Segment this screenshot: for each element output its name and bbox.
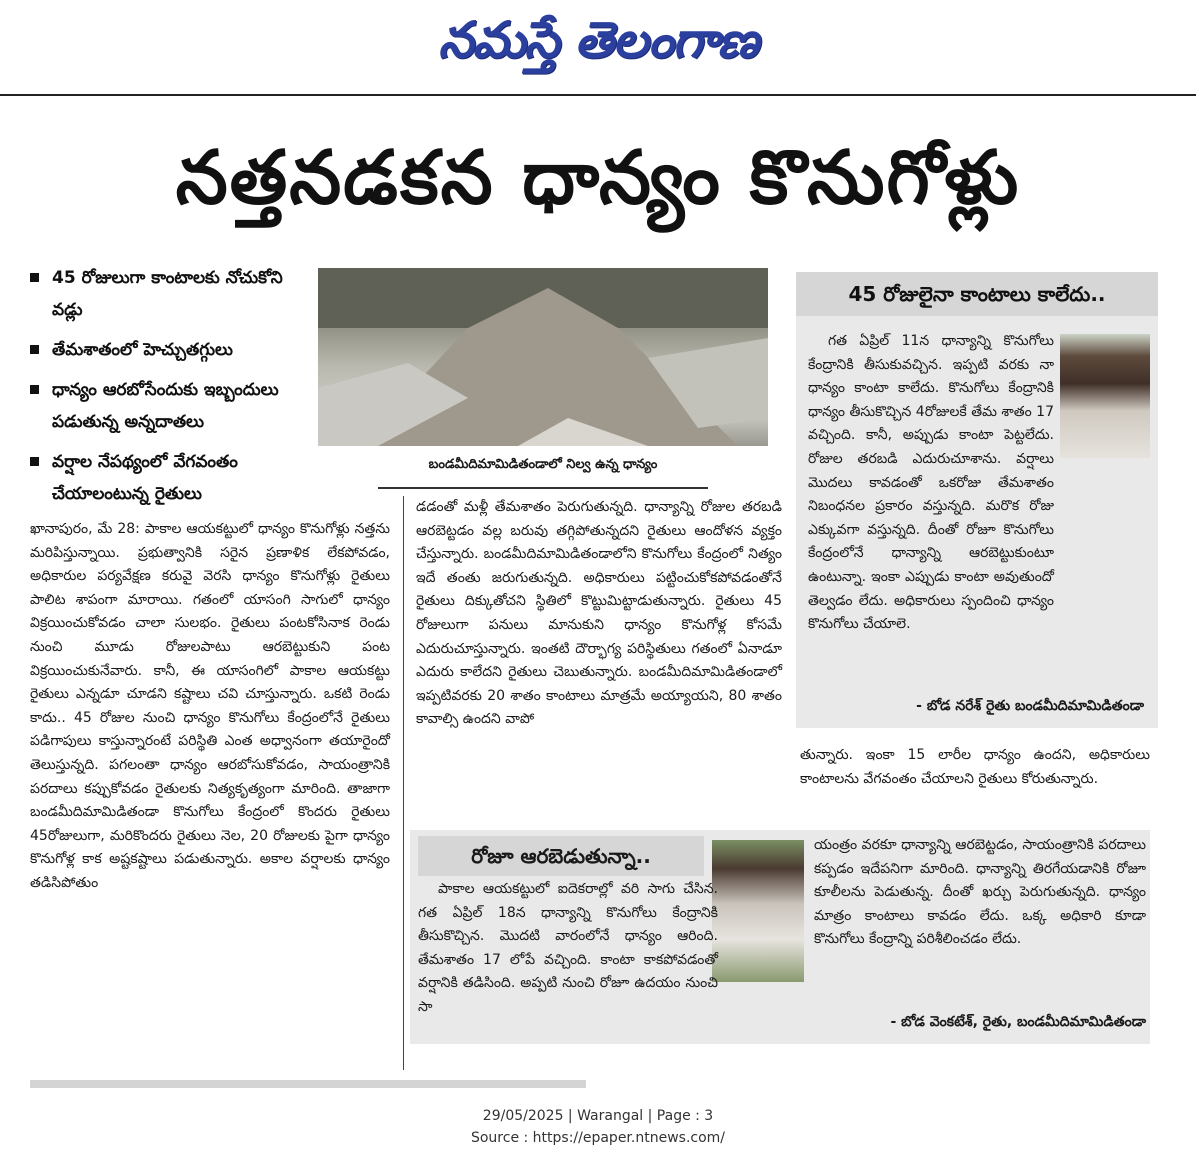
- bullet-square-icon: [30, 273, 39, 282]
- bullet-square-icon: [30, 385, 39, 394]
- footer-date-edition: 29/05/2025 | Warangal | Page : 3: [482, 1108, 714, 1124]
- sidebar-signature-1: - బోడ నరేశ్ రైతు బండమీదిమామిడితండా: [916, 698, 1144, 714]
- highlight-item: 45 రోజులుగా కాంటాలకు నోచుకోని వడ్లు: [28, 262, 300, 326]
- highlight-item: ధాన్యం ఆరబోసేందుకు ఇబ్బందులు పడుతున్న అన్నదాతలు: [28, 374, 300, 438]
- article-column-2: డడంతో మళ్లీ తేమశాతం పెరుగుతున్నది. ధాన్యాన్ని రోజుల తరబడి ఆరబెట్టడం వల్ల బరువు తగ్గిపోతున్నదని రైతులు ఆందోళన వ్యక్తం చేస్తున్నారు. బండమీదిమామిడితండాలోని కొనుగోలు కేంద్రంలో నిత్యం ఇదే తంతు జరుగుతున్నది. అధికారులు పట్టించుకోకపోవడంతోనే రైతులు దిక్కుతోచని స్థితిలో కొట్టుమిట్టాడుతున్నారు. రైతులు 45 రోజులుగా పనులు మానుకుని ధాన్యం కొనుగోళ్ల కోసమే ఎదురుచూస్తున్నారు. ఇంతటి దౌర్భాగ్య పరిస్థితులు గతంలో ఏనాడూ ఎదురు కాలేదని రైతులు చెబుతున్నారు. బండమీదిమామిడితండాలో ఇప్పటివరకు 20 శాతం కాంటాలు మాత్రమే అయ్యాయని, 80 శాతం కావాల్సి ఉందని వాపో: [416, 499, 782, 728]
- highlights-list: [28, 262, 300, 518]
- bullet-square-icon: [30, 345, 39, 354]
- article-column-1: ఖానాపురం, మే 28: పాకాల ఆయకట్టులో ధాన్యం కొనుగోళ్లు నత్తను మరిపిస్తున్నాయి. ప్రభుత్వానికి సరైన ప్రణాళిక లేకపోవడం, అధికారుల పర్యవేక్షణ కరువై వెరసి ధాన్యం కొనుగోళ్లు రైతులు పాలిట శాపంగా మారాయి. గతంలో యాసంగి సాగులో ధాన్యం విక్రయించుకోవడం చాలా సులభం. రైతులు పంటకోసినాక రెండు నుంచి మూడు రోజులపాటు ఆరబెట్టుకుని పంట విక్రయించుకునేవారు. కానీ, ఈ యాసంగిలో పాకాల ఆయకట్టు రైతులు ఎన్నడూ చూడని కష్టాలు చవి చూస్తున్నారు. ఒకటి రెండు కాదు.. 45 రోజుల నుంచి ధాన్యం కొనుగోలు కేంద్రంలోనే రైతులు పడిగాపులు కాస్తున్నారంటే పరిస్థితి ఎంత అధ్వానంగా తయారైందో తెలుస్తున్నది. పగలంతా ధాన్యం ఆరబోసుకోవడం, సాయంత్రానికి పరదాలు కప్పుకోవడం రైతులకు నిత్యకృత్యంగా మారింది. తాజాగా బండమీదిమామిడితండా కొనుగోలు కేంద్రంలో కొందరు రైతులు 45రోజులుగా, మరికొందరు రైతులు నెల, 20 రోజులకు పైగా ధాన్యం కొనుగోళ్ల కాక అష్టకష్టాలు పడుతున్నారు. అకాల వర్షాలకు ధాన్యం తడిసిపోతుం: [30, 521, 390, 891]
- sidebar-quote-text-2b: యంత్రం వరకూ ధాన్యాన్ని ఆరబెట్టడం, సాయంత్రానికి పరదాలు కప్పడం ఇదేపనిగా మారింది. ధాన్యాన్ని తిరగేయడానికి రోజూ కూలీలను పెడుతున్న. దీంతో ఖర్చు పెరుగుతున్నది. ధాన్యం మాత్రం కాంటాలు కావడం లేదు. ఒక్క అధికారి కూడా కొనుగోలు కేంద్రాన్ని పరిశీలించడం లేదు.: [814, 837, 1146, 948]
- bottom-grey-strip: [30, 1080, 586, 1088]
- grain-heap-photo: [318, 268, 768, 446]
- caption-rule: [378, 487, 708, 489]
- sidebar-quote-text-1: గత ఏప్రిల్ 11న ధాన్యాన్ని కొనుగోలు కేంద్రానికి తీసుకువచ్చిన. ఇప్పటి వరకు నా ధాన్యం కాంటా కాలేదు. కొనుగోలు కేంద్రానికి ధాన్యం తీసుకొచ్చిన 4రోజులకే తేమ శాతం 17 వచ్చింది. కానీ, అప్పుడు కాంటా పెట్టలేదు. రోజుల తరబడి ఎదురుచూశాను. వర్షాలు మొదలు కావడంతో ఒకరోజు తేమశాతం నిబంధనల ప్రకారం వస్తున్నది. మరొక రోజు ఎక్కువగా వస్తున్నది. దీంతో రోజూ కొనుగోలు కేంద్రంలోనే ధాన్యాన్ని ఆరబెట్టుకుంటూ ఉంటున్నా. ఇంకా ఎప్పుడు కాంటా అవుతుందో తెల్వడం లేదు. అధికారులు స్పందించి ధాన్యం కొనుగోలు చేయాలె.: [808, 333, 1054, 633]
- highlight-item: తేమశాతంలో హెచ్చుతగ్గులు: [28, 334, 300, 366]
- bullet-square-icon: [30, 457, 39, 466]
- masthead-logo: నమస్తే తెలంగాణ: [438, 11, 758, 69]
- sidebar-quote-title-2: రోజూ ఆరబెడుతున్నా..: [418, 836, 704, 876]
- farmer-portrait-photo: [712, 840, 804, 982]
- sidebar-signature-2: - బోడ వెంకటేశ్, రైతు, బండమీదిమామిడితండా: [890, 1014, 1146, 1030]
- highlight-item: వర్షాల నేపథ్యంలో వేగవంతం చేయాలంటున్న రైతులు: [28, 446, 300, 510]
- grain-heap-illustration: [318, 268, 768, 446]
- footer-source: Source : https://epaper.ntnews.com/: [470, 1130, 726, 1146]
- headline: నత్తనడకన ధాన్యం కొనుగోళ్లు: [175, 135, 1021, 221]
- photo-caption: బండమీదిమామిడితండాలో నిల్వ ఉన్న ధాన్యం: [428, 457, 658, 472]
- column-divider: [403, 496, 404, 1070]
- sidebar-quote-text-2a: పాకాల ఆయకట్టులో ఐదెకరాల్లో వరి సాగు చేసిన. గత ఏప్రిల్ 18న ధాన్యాన్ని కొనుగోలు కేంద్రానికి తీసుకొచ్చిన. మొదటి వారంలోనే ధాన్యం ఆరింది. తేమశాతం 17 లోపే వచ్చింది. కాంటా కాకపోవడంతో వర్షానికి తడిసింది. అప్పటి నుంచి రోజూ ఉదయం నుంచి సా: [418, 881, 718, 1015]
- masthead-rule: [0, 94, 1196, 96]
- article-column-3: తున్నారు. ఇంకా 15 లారీల ధాన్యం ఉందని, అధికారులు కాంటాలను వేగవంతం చేయాలని రైతులు కోరుతున్నారు.: [800, 747, 1150, 787]
- sidebar-quote-title-1: 45 రోజులైనా కాంటాలు కాలేదు..: [796, 272, 1158, 316]
